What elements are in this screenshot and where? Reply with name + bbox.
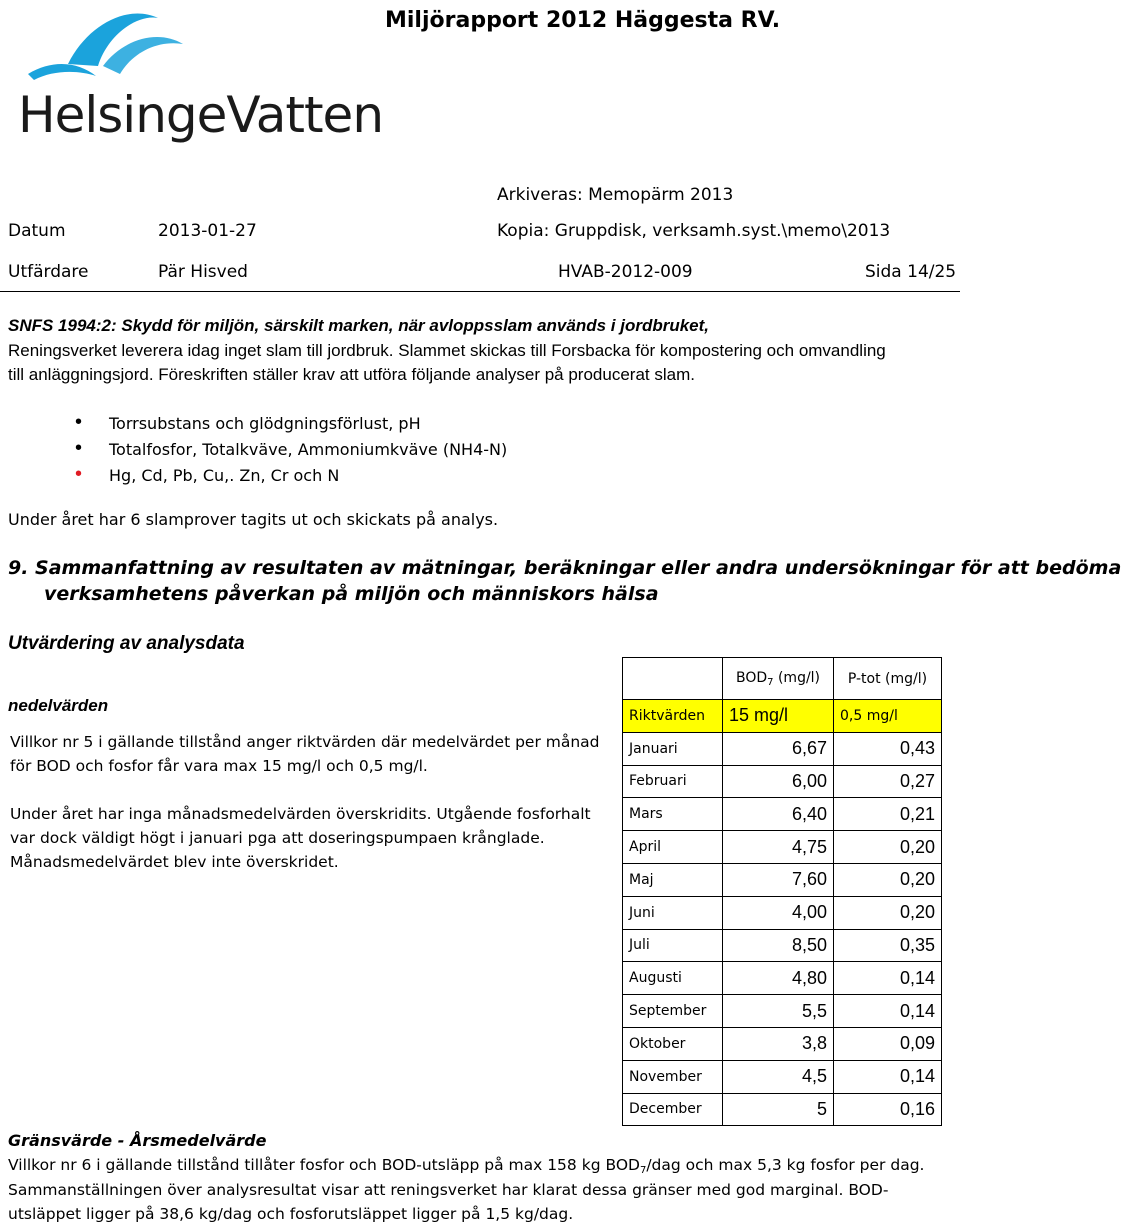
- bod-subscript: 7: [767, 676, 774, 688]
- monthly-analysis-table: [622, 657, 942, 1126]
- bod-value-cell: 6,67: [723, 732, 834, 765]
- bod-value-cell: 4,5: [723, 1060, 834, 1093]
- table-row: [623, 962, 942, 995]
- table-row: [623, 732, 942, 765]
- bod-label: BOD: [735, 669, 768, 686]
- snfs-heading: SNFS 1994:2: Skydd för miljön, särskilt marken, när avloppsslam används i jordbruket,: [8, 316, 710, 335]
- snfs-text-line-2: till anläggningsjord. Föreskriften ställer krav att utföra följande analyser på producerat slam.: [8, 365, 695, 384]
- month-cell: April: [623, 831, 723, 864]
- header-empty-cell: [623, 658, 723, 700]
- bullet-dot: •: [75, 437, 83, 459]
- document-title: Miljörapport 2012 Häggesta RV.: [385, 8, 781, 33]
- ptot-value-cell: 0,20: [834, 896, 942, 929]
- bod-unit: (mg/l): [773, 669, 821, 686]
- header-divider: [0, 291, 960, 292]
- annual-line-1-text: Villkor nr 6 i gällande tillstånd tillåter fosfor och BOD-utsläpp på max 158 kg BOD: [8, 1156, 640, 1174]
- ptot-value-cell: 0,21: [834, 798, 942, 831]
- month-cell: Februari: [623, 765, 723, 798]
- bod-value-cell: 4,00: [723, 896, 834, 929]
- monthly-average-subheading: nedelvärden: [8, 696, 109, 715]
- table-row: [623, 1093, 942, 1126]
- limit-label: Riktvärden: [623, 700, 723, 733]
- copy-info: Kopia: Gruppdisk, verksamh.syst.\memo\2013: [497, 221, 891, 241]
- month-cell: Juli: [623, 929, 723, 962]
- section-9-heading-line-1: 9. Sammanfattning av resultaten av mätningar, beräkningar eller andra undersökningar för att bedöma: [8, 557, 1121, 579]
- table-row: [623, 995, 942, 1028]
- table-row: [623, 929, 942, 962]
- water-drop-logo-icon: [8, 4, 338, 84]
- analysis-item: Totalfosfor, Totalkväve, Ammoniumkväve (NH4-N): [109, 440, 508, 459]
- ptot-value-cell: 0,35: [834, 929, 942, 962]
- issuer-label: Utfärdare: [8, 262, 89, 282]
- bod-value-cell: 6,40: [723, 798, 834, 831]
- ptot-value-cell: 0,14: [834, 962, 942, 995]
- bod-value-cell: 7,60: [723, 863, 834, 896]
- table-header-row: [623, 658, 942, 700]
- snfs-text-line-1: Reningsverket leverera idag inget slam till jordbruk. Slammet skickas till Forsbacka för kompostering och omvandling: [8, 341, 886, 360]
- ptot-value-cell: 0,20: [834, 831, 942, 864]
- month-cell: Augusti: [623, 962, 723, 995]
- month-cell: December: [623, 1093, 723, 1126]
- sludge-sample-summary: Under året har 6 slamprover tagits ut och skickats på analys.: [8, 510, 499, 529]
- ptot-value-cell: 0,09: [834, 1027, 942, 1060]
- month-cell: November: [623, 1060, 723, 1093]
- helsingevatten-logo: [8, 4, 384, 144]
- header-bod: [723, 658, 834, 700]
- bod-value-cell: 4,80: [723, 962, 834, 995]
- bod-value-cell: 3,8: [723, 1027, 834, 1060]
- month-cell: Oktober: [623, 1027, 723, 1060]
- archive-info: Arkiveras: Memopärm 2013: [497, 185, 734, 205]
- limit-row: [623, 700, 942, 733]
- ptot-value-cell: 0,14: [834, 995, 942, 1028]
- limit-ptot: 0,5 mg/l: [834, 700, 942, 733]
- ptot-value-cell: 0,16: [834, 1093, 942, 1126]
- table-row: [623, 1060, 942, 1093]
- bod-value-cell: 8,50: [723, 929, 834, 962]
- result-text-line-3: Månadsmedelvärdet blev inte överskridet.: [10, 853, 339, 871]
- condition-5-line-1: Villkor nr 5 i gällande tillstånd anger riktvärden där medelvärdet per månad: [10, 733, 600, 751]
- date-label: Datum: [8, 221, 66, 241]
- bullet-dot: •: [75, 411, 83, 433]
- section-9-heading-line-2: verksamhetens påverkan på miljön och människors hälsa: [44, 583, 659, 605]
- condition-5-line-2: för BOD och fosfor får vara max 15 mg/l och 0,5 mg/l.: [10, 757, 428, 775]
- bod-value-cell: 6,00: [723, 765, 834, 798]
- month-cell: Juni: [623, 896, 723, 929]
- annual-limit-line-2: Sammanställningen över analysresultat visar att reningsverket har klarat dessa gränser med god marginal. BOD-: [8, 1181, 889, 1199]
- annual-limit-line-3: utsläppet ligger på 38,6 kg/dag och fosforutsläppet ligger på 1,5 kg/dag.: [8, 1205, 574, 1223]
- bod-value-cell: 4,75: [723, 831, 834, 864]
- ptot-value-cell: 0,27: [834, 765, 942, 798]
- result-text-line-2: var dock väldigt högt i januari pga att doseringspumpaen krånglade.: [10, 829, 545, 847]
- bod-value-cell: 5: [723, 1093, 834, 1126]
- header-ptot: P-tot (mg/l): [834, 658, 942, 700]
- annual-limit-heading: Gränsvärde - Årsmedelvärde: [8, 1131, 267, 1150]
- bod-subscript: 7: [639, 1165, 647, 1176]
- ptot-value-cell: 0,14: [834, 1060, 942, 1093]
- table-row: [623, 1027, 942, 1060]
- table-row: [623, 831, 942, 864]
- ptot-value-cell: 0,20: [834, 863, 942, 896]
- ptot-value-cell: 0,43: [834, 732, 942, 765]
- annual-limit-line-1: [8, 1156, 924, 1176]
- bullet-dot: •: [75, 463, 83, 485]
- month-cell: Maj: [623, 863, 723, 896]
- bod-value-cell: 5,5: [723, 995, 834, 1028]
- month-cell: September: [623, 995, 723, 1028]
- table-row: [623, 798, 942, 831]
- evaluation-heading: Utvärdering av analysdata: [8, 633, 245, 654]
- month-cell: Mars: [623, 798, 723, 831]
- result-text-line-1: Under året har inga månadsmedelvärden överskridits. Utgående fosforhalt: [10, 805, 591, 823]
- page-number: Sida 14/25: [865, 262, 957, 282]
- month-cell: Januari: [623, 732, 723, 765]
- table-row: [623, 765, 942, 798]
- logo-wordmark: HelsingeVatten: [18, 86, 384, 144]
- document-id: HVAB-2012-009: [558, 262, 693, 282]
- limit-bod: 15 mg/l: [723, 700, 834, 733]
- date-value: 2013-01-27: [158, 221, 257, 241]
- table-row: [623, 863, 942, 896]
- table-row: [623, 896, 942, 929]
- analysis-item: Hg, Cd, Pb, Cu,. Zn, Cr och N: [109, 466, 340, 485]
- analysis-item: Torrsubstans och glödgningsförlust, pH: [109, 414, 421, 433]
- annual-line-1-text-end: /dag och max 5,3 kg fosfor per dag.: [646, 1156, 925, 1174]
- issuer-value: Pär Hisved: [158, 262, 248, 282]
